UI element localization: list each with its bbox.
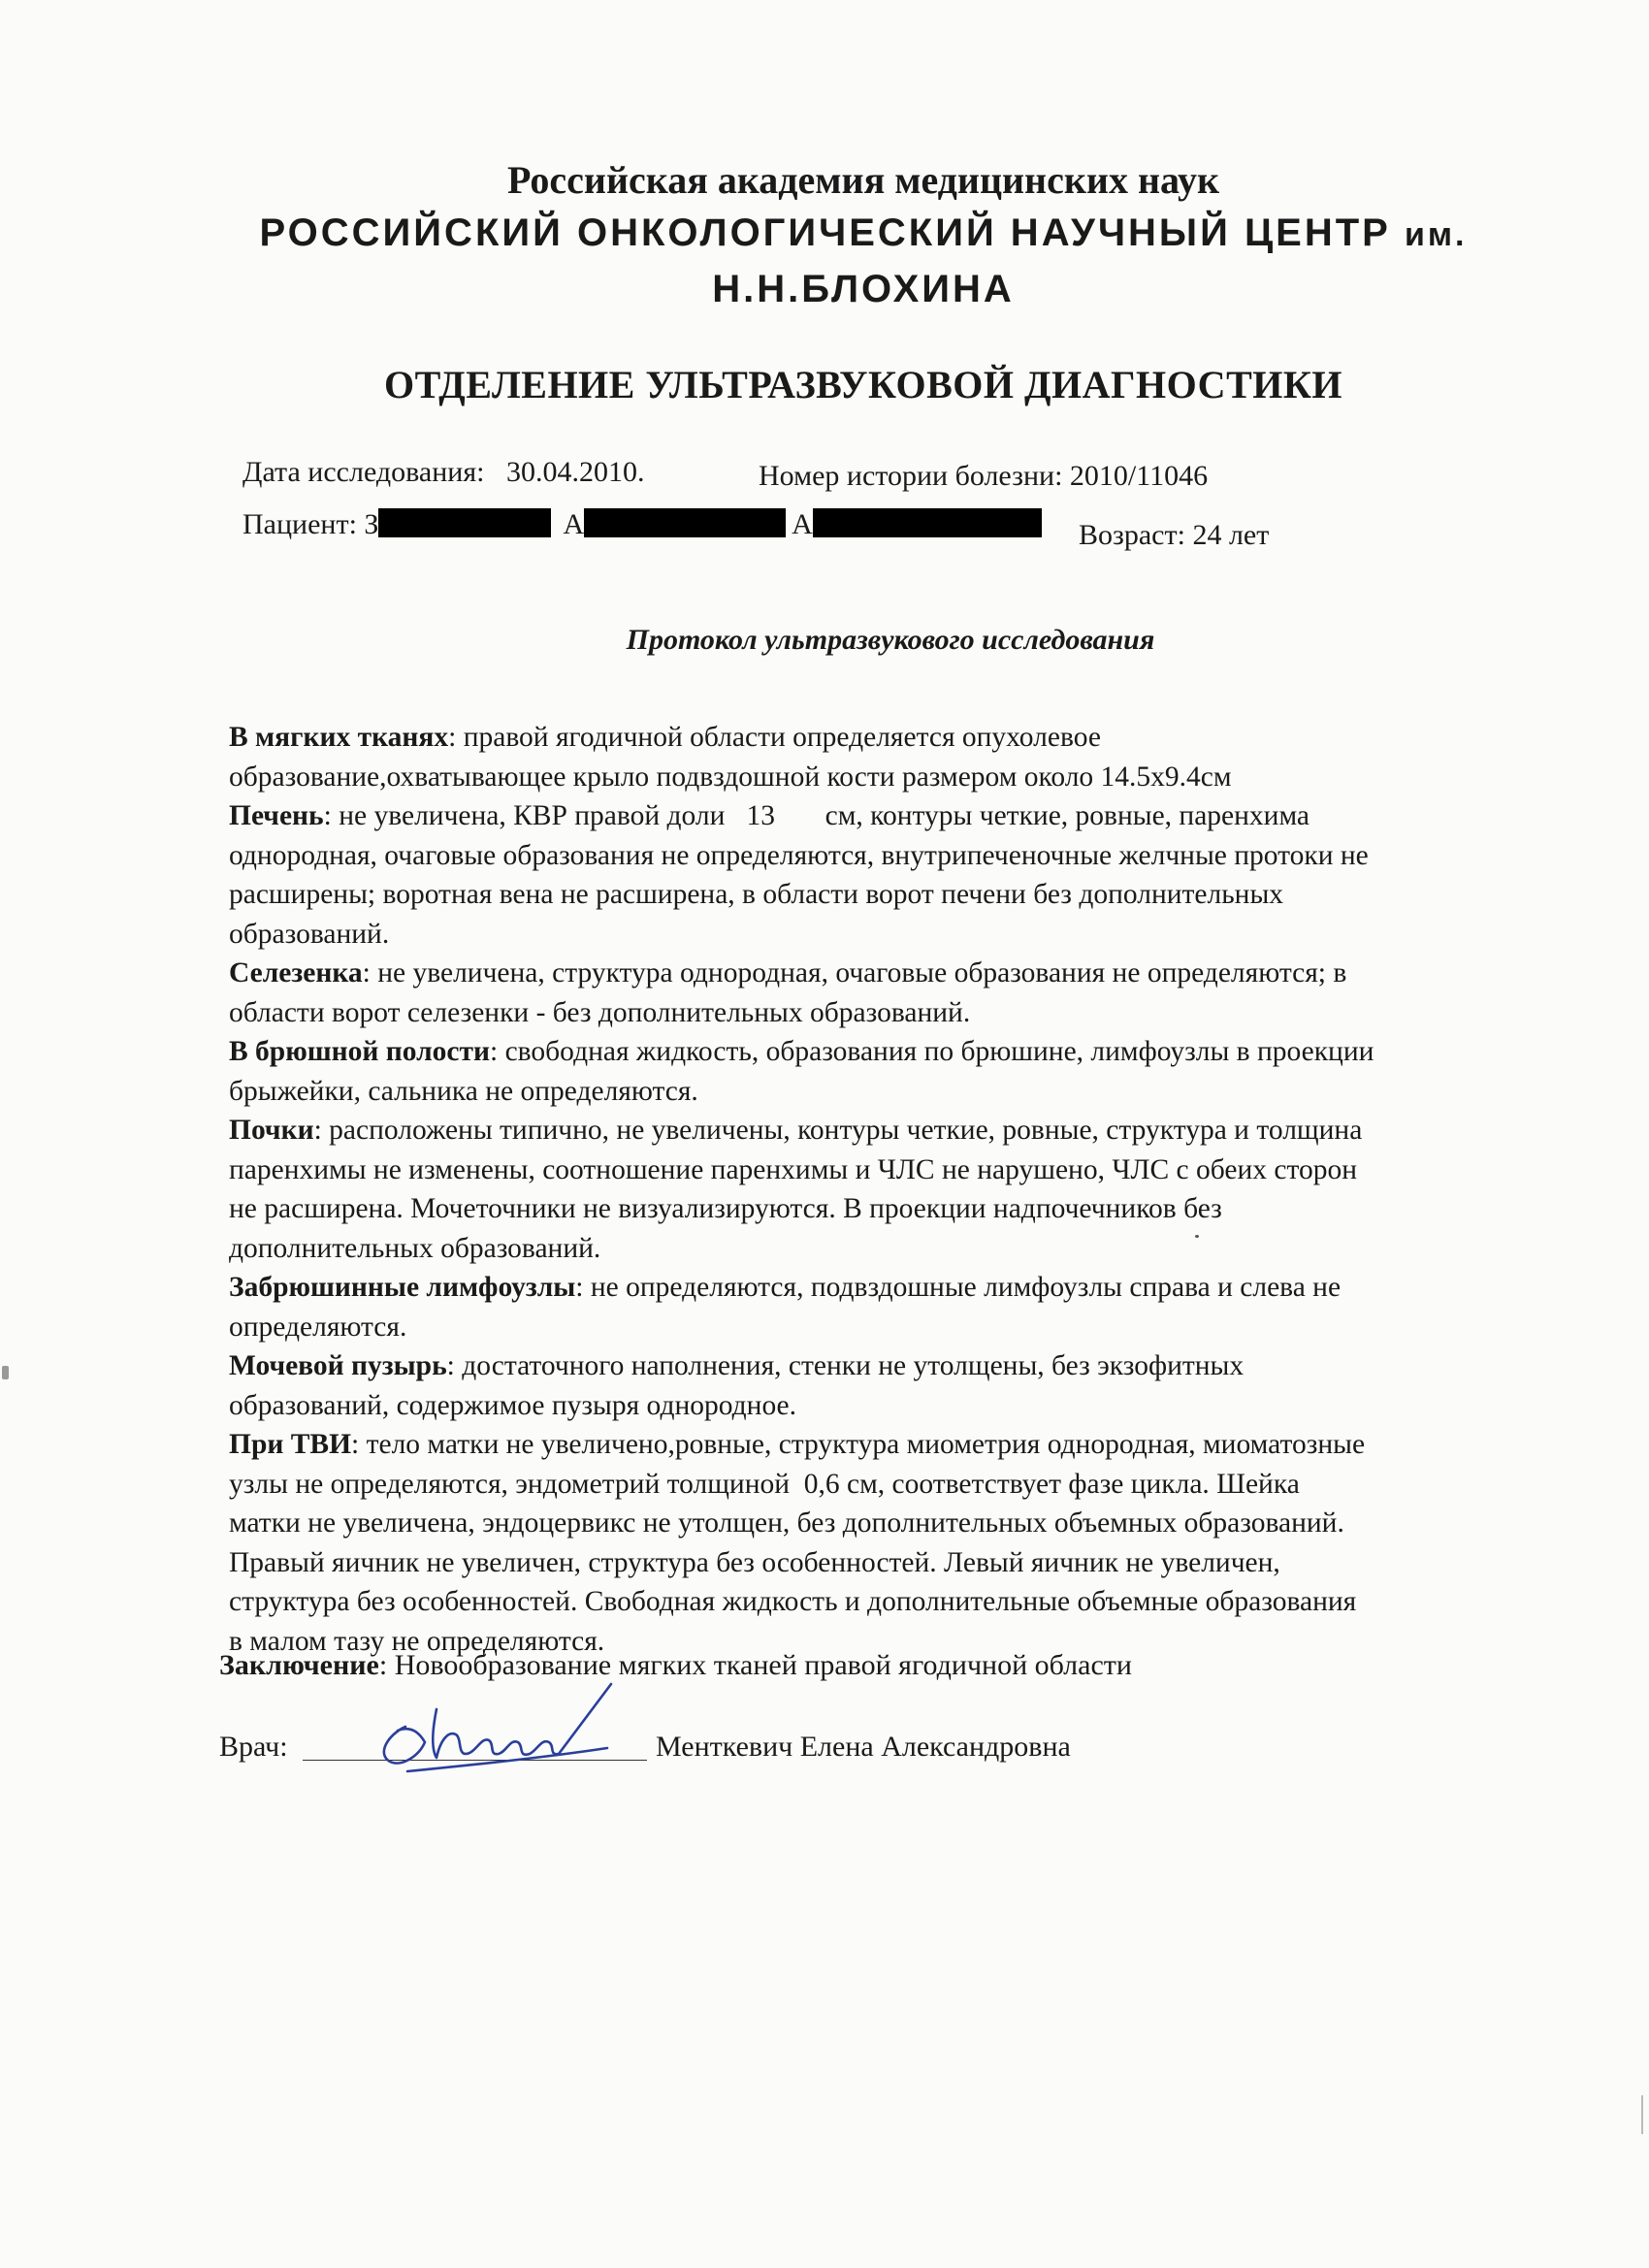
finding-line: образование,охватывающее крыло подвздошной кости размером около 14.5х9.4см <box>229 761 1232 793</box>
age-label: Возраст: <box>1079 519 1185 551</box>
finding-section-title: В мягких тканях <box>229 722 449 753</box>
finding-line: : не увеличена, КВР правой доли 13 см, контуры четкие, ровные, паренхима <box>323 800 1310 831</box>
age-value: 24 лет <box>1192 519 1270 551</box>
conclusion-text: : Новообразование мягких тканей правой ягодичной области <box>378 1649 1132 1681</box>
finding-section-title: Мочевой пузырь <box>229 1350 447 1381</box>
finding-line: паренхимы не изменены, соотношение паренхимы и ЧЛС не нарушено, ЧЛС с обеих сторон <box>229 1153 1358 1185</box>
finding-section-title: Печень <box>229 800 324 831</box>
finding-line: области ворот селезенки - без дополнительных образований. <box>229 996 971 1028</box>
finding-line: : правой ягодичной области определяется опухолевое <box>448 722 1101 753</box>
patient-line <box>242 508 1042 541</box>
finding-line: образований, содержимое пузыря однородное. <box>229 1389 797 1421</box>
center-title <box>39 206 1649 316</box>
finding-line: структура без особенностей. Свободная жидкость и дополнительные объемные образования <box>229 1586 1357 1617</box>
finding-section-title: В брюшной полости <box>229 1036 491 1067</box>
finding-line: не расширена. Мочеточники не визуализируются. В проекции надпочечников без <box>229 1193 1222 1224</box>
finding-line: однородная, очаговые образования не определяются, внутрипеченочные желчные протоки не <box>229 839 1369 871</box>
finding-section-title: Почки <box>229 1115 314 1146</box>
redaction-bar <box>584 508 786 537</box>
finding-line: : расположены типично, не увеличены, контуры четкие, ровные, структура и толщина <box>313 1115 1363 1146</box>
age-line <box>1079 519 1269 552</box>
patient-initial-1: З <box>364 508 379 540</box>
exam-date-line <box>242 456 644 489</box>
protocol-title: Протокол ультразвукового исследования <box>626 624 1155 656</box>
finding-section <box>229 1346 1548 1425</box>
finding-line: определяются. <box>229 1311 407 1343</box>
history-number-value: 2010/11046 <box>1069 460 1209 492</box>
signature-icon <box>369 1670 621 1777</box>
finding-line: матки не увеличена, эндоцервикс не утолщен, без дополнительных объемных образований. <box>229 1507 1344 1539</box>
patient-initial-2: А <box>563 508 585 540</box>
department-title: ОТДЕЛЕНИЕ УЛЬТРАЗВУКОВОЙ ДИАГНОСТИКИ <box>384 363 1342 406</box>
finding-section <box>229 1111 1548 1268</box>
history-number-label: Номер истории болезни: <box>759 460 1063 492</box>
finding-line: дополнительных образований. <box>229 1232 601 1264</box>
history-number-line <box>759 460 1208 493</box>
finding-line: : достаточного наполнения, стенки не утолщены, без экзофитных <box>446 1350 1245 1381</box>
finding-line: образований. <box>229 918 390 950</box>
conclusion <box>219 1649 1132 1682</box>
finding-line: : не определяются, подвздошные лимфоузлы справа и слева не <box>575 1272 1342 1303</box>
finding-line: : свободная жидкость, образования по брюшине, лимфоузлы в проекции <box>490 1036 1374 1067</box>
patient-label: Пациент: <box>242 508 357 540</box>
finding-line: узлы не определяются, эндометрий толщиной 0,6 см, соответствует фазе цикла. Шейка <box>229 1468 1300 1500</box>
finding-section <box>229 718 1548 796</box>
finding-section <box>229 1268 1548 1346</box>
center-title-line1: РОССИЙСКИЙ ОНКОЛОГИЧЕСКИЙ НАУЧНЫЙ ЦЕНТР <box>259 211 1391 254</box>
doctor-name: Менткевич Елена Александровна <box>656 1731 1071 1763</box>
finding-line: : тело матки не увеличено,ровные, структура миометрия однородная, миоматозные <box>351 1429 1366 1460</box>
scan-speck <box>1195 1235 1199 1238</box>
scan-speck <box>2 1366 9 1379</box>
doctor-label: Врач: <box>219 1731 288 1763</box>
finding-line: Правый яичник не увеличен, структура без особенностей. Левый яичник не увеличен, <box>229 1546 1280 1578</box>
finding-section-title: Селезенка <box>229 957 363 988</box>
redaction-bar <box>378 508 551 537</box>
center-title-im: им. <box>1404 216 1468 253</box>
finding-line: в малом тазу не определяются. <box>229 1625 605 1657</box>
redaction-bar <box>813 508 1042 537</box>
conclusion-label: Заключение <box>219 1649 379 1681</box>
patient-initial-3: А <box>792 508 813 540</box>
exam-date-label: Дата исследования: <box>242 456 485 488</box>
finding-section <box>229 1032 1548 1111</box>
finding-line: брыжейки, сальника не определяются. <box>229 1075 698 1107</box>
finding-section <box>229 796 1548 954</box>
scan-edge <box>1641 2095 1643 2134</box>
exam-date-value: 30.04.2010. <box>505 456 645 488</box>
finding-section <box>229 1425 1548 1661</box>
finding-section-title: При ТВИ <box>229 1429 352 1460</box>
finding-section <box>229 954 1548 1032</box>
academy-title: Российская академия медицинских наук <box>506 158 1220 202</box>
findings-body <box>229 718 1548 1661</box>
finding-line: расширены; воротная вена не расширена, в области ворот печени без дополнительных <box>229 879 1284 910</box>
finding-section-title: Забрюшинные лимфоузлы <box>229 1272 576 1303</box>
finding-line: : не увеличена, структура однородная, очаговые образования не определяются; в <box>362 957 1347 988</box>
center-title-line2: Н.Н.БЛОХИНА <box>712 268 1015 310</box>
